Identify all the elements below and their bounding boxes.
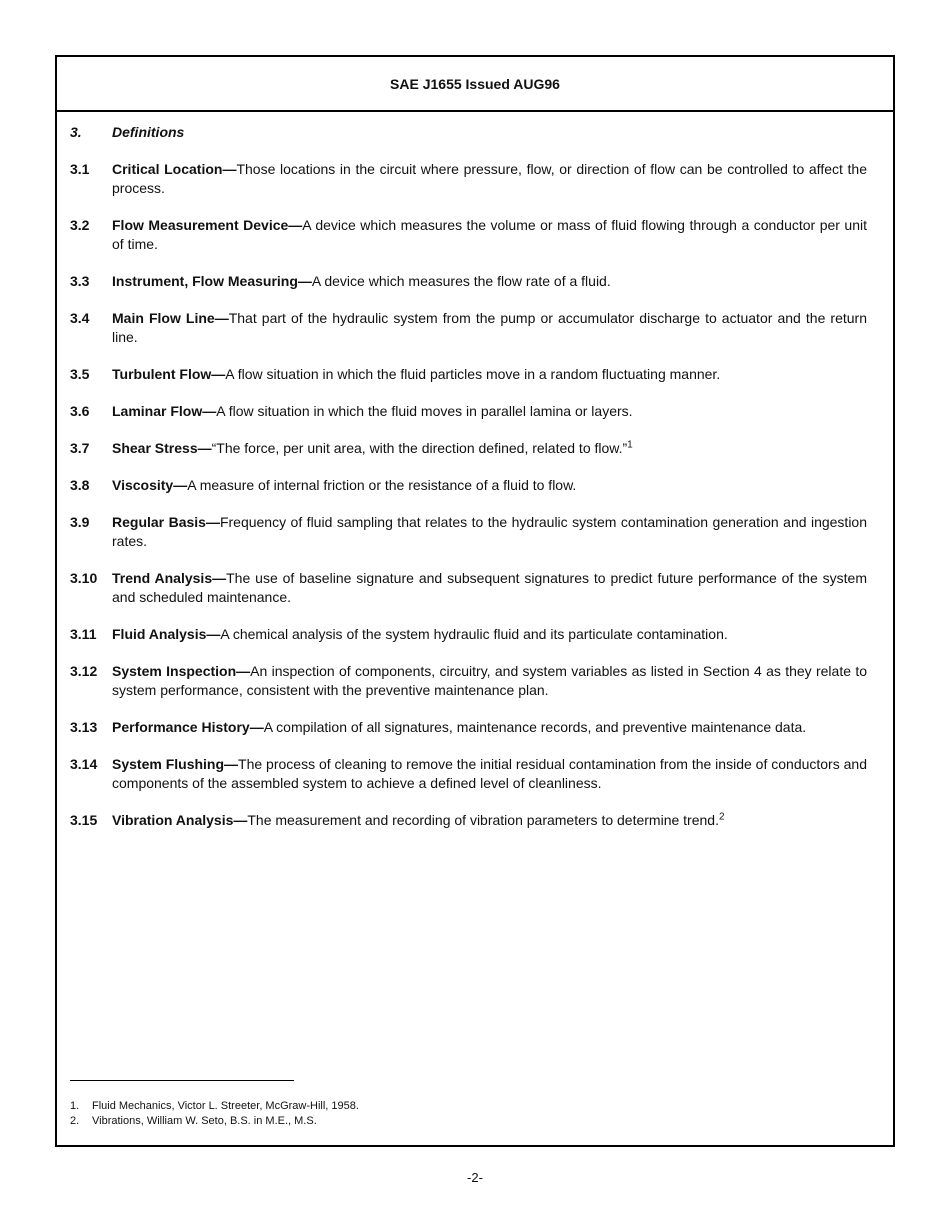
document-title: SAE J1655 Issued AUG96 bbox=[390, 75, 560, 92]
definition-number: 3.7 bbox=[70, 440, 90, 456]
definition-number: 3.11 bbox=[70, 626, 97, 642]
definition-text: Frequency of fluid sampling that relates to the hydraulic system contamination generation and ingestion rates. bbox=[112, 514, 868, 549]
definition-number: 3.12 bbox=[70, 663, 98, 679]
footnote bbox=[70, 1114, 867, 1129]
definition-text: “The force, per unit area, with the direction defined, related to flow.” bbox=[211, 440, 628, 456]
definition-term: Flow Measurement Device— bbox=[112, 217, 303, 233]
definition-list bbox=[70, 160, 867, 830]
definition-body bbox=[112, 160, 867, 198]
definition-number: 3.15 bbox=[70, 812, 98, 828]
definition-text: An inspection of components, circuitry, and system variables as listed in Section 4 as they relate to system performance, consistent with the preventive maintenance plan. bbox=[112, 663, 868, 698]
definition-body bbox=[112, 439, 867, 458]
definition-item bbox=[70, 811, 867, 830]
definition-body bbox=[112, 569, 867, 607]
definition-text: That part of the hydraulic system from the pump or accumulator discharge to actuator and the return line. bbox=[112, 310, 867, 345]
definition-term: Main Flow Line— bbox=[112, 310, 229, 326]
definition-text: A measure of internal friction or the resistance of a fluid to flow. bbox=[187, 477, 577, 493]
definition-term: System Flushing— bbox=[112, 756, 239, 772]
definition-term: Trend Analysis— bbox=[112, 570, 227, 586]
definition-term: Laminar Flow— bbox=[112, 403, 217, 419]
definition-item bbox=[70, 402, 867, 421]
definition-body bbox=[112, 309, 867, 347]
definition-term: Critical Location— bbox=[112, 161, 237, 177]
definition-term: Vibration Analysis— bbox=[112, 812, 248, 828]
definition-text: A flow situation in which the fluid moves in parallel lamina or layers. bbox=[216, 403, 633, 419]
definition-text: A compilation of all signatures, maintenance records, and preventive maintenance data. bbox=[263, 719, 807, 735]
definition-number: 3.1 bbox=[70, 161, 90, 177]
footnotes bbox=[70, 1080, 867, 1129]
footnote bbox=[70, 1099, 867, 1114]
definition-number: 3.2 bbox=[70, 217, 90, 233]
definition-term: Instrument, Flow Measuring— bbox=[112, 273, 312, 289]
footnote-reference: 2 bbox=[718, 811, 725, 823]
definition-number: 3.4 bbox=[70, 310, 90, 326]
definition-item bbox=[70, 569, 867, 607]
footnote-text: Vibrations, William W. Seto, B.S. in M.E., M.S. bbox=[92, 1115, 317, 1127]
definition-number: 3.5 bbox=[70, 366, 90, 382]
definition-body bbox=[112, 755, 867, 793]
section-number: 3. bbox=[70, 124, 82, 140]
definition-text: A device which measures the flow rate of a fluid. bbox=[311, 273, 611, 289]
definition-number: 3.14 bbox=[70, 756, 98, 772]
definition-term: Fluid Analysis— bbox=[112, 626, 221, 642]
footnote-list bbox=[70, 1099, 867, 1129]
footnote-divider bbox=[70, 1080, 294, 1081]
definition-term: Shear Stress— bbox=[112, 440, 212, 456]
definitions-section bbox=[70, 123, 867, 848]
page-number: -2- bbox=[467, 1170, 483, 1185]
definition-term: Regular Basis— bbox=[112, 514, 220, 530]
definition-item bbox=[70, 718, 867, 737]
definition-item bbox=[70, 625, 867, 644]
definition-item bbox=[70, 160, 867, 198]
definition-term: Turbulent Flow— bbox=[112, 366, 226, 382]
definition-item bbox=[70, 513, 867, 551]
definition-number: 3.8 bbox=[70, 477, 90, 493]
definition-text: A device which measures the volume or mass of fluid flowing through a conductor per unit of time. bbox=[112, 217, 868, 252]
document-header bbox=[57, 57, 893, 112]
definition-number: 3.9 bbox=[70, 514, 90, 530]
definition-body bbox=[112, 811, 867, 830]
definition-body bbox=[112, 513, 867, 551]
definition-item bbox=[70, 365, 867, 384]
definition-text: Those locations in the circuit where pressure, flow, or direction of flow can be controlled to affect the process. bbox=[112, 161, 868, 196]
definition-term: Performance History— bbox=[112, 719, 264, 735]
definition-item bbox=[70, 309, 867, 347]
definition-item bbox=[70, 476, 867, 495]
definition-term: Viscosity— bbox=[112, 477, 188, 493]
footnote-text: Fluid Mechanics, Victor L. Streeter, McGraw-Hill, 1958. bbox=[92, 1100, 359, 1112]
definition-number: 3.6 bbox=[70, 403, 90, 419]
definition-term: System Inspection— bbox=[112, 663, 251, 679]
definition-item bbox=[70, 662, 867, 700]
definition-body bbox=[112, 662, 867, 700]
definition-text: The process of cleaning to remove the initial residual contamination from the inside of conductors and components of the assembled system to achieve a defined level of cleanliness. bbox=[112, 756, 867, 791]
definition-text: The measurement and recording of vibration parameters to determine trend. bbox=[247, 812, 719, 828]
definition-item bbox=[70, 439, 867, 458]
definition-item bbox=[70, 216, 867, 254]
definition-text: A flow situation in which the fluid particles move in a random fluctuating manner. bbox=[225, 366, 721, 382]
footnote-reference: 1 bbox=[627, 439, 633, 451]
section-title: Definitions bbox=[112, 124, 185, 140]
definition-number: 3.3 bbox=[70, 273, 90, 289]
definition-number: 3.10 bbox=[70, 570, 98, 586]
definition-item bbox=[70, 272, 867, 291]
definition-body bbox=[112, 365, 867, 384]
definition-body bbox=[112, 402, 867, 421]
section-heading bbox=[70, 123, 867, 142]
definition-body bbox=[112, 476, 867, 495]
definition-number: 3.13 bbox=[70, 719, 98, 735]
definition-body bbox=[112, 625, 867, 644]
definition-item bbox=[70, 755, 867, 793]
definition-text: A chemical analysis of the system hydraulic fluid and its particulate contamination. bbox=[220, 626, 728, 642]
definition-body bbox=[112, 216, 867, 254]
footnote-number: 2. bbox=[70, 1115, 80, 1127]
page-frame bbox=[55, 55, 895, 1147]
definition-text: The use of baseline signature and subsequent signatures to predict future performance of the system and scheduled maintenance. bbox=[112, 570, 867, 605]
definition-body bbox=[112, 272, 867, 291]
definition-body bbox=[112, 718, 867, 737]
footnote-number: 1. bbox=[70, 1100, 80, 1112]
